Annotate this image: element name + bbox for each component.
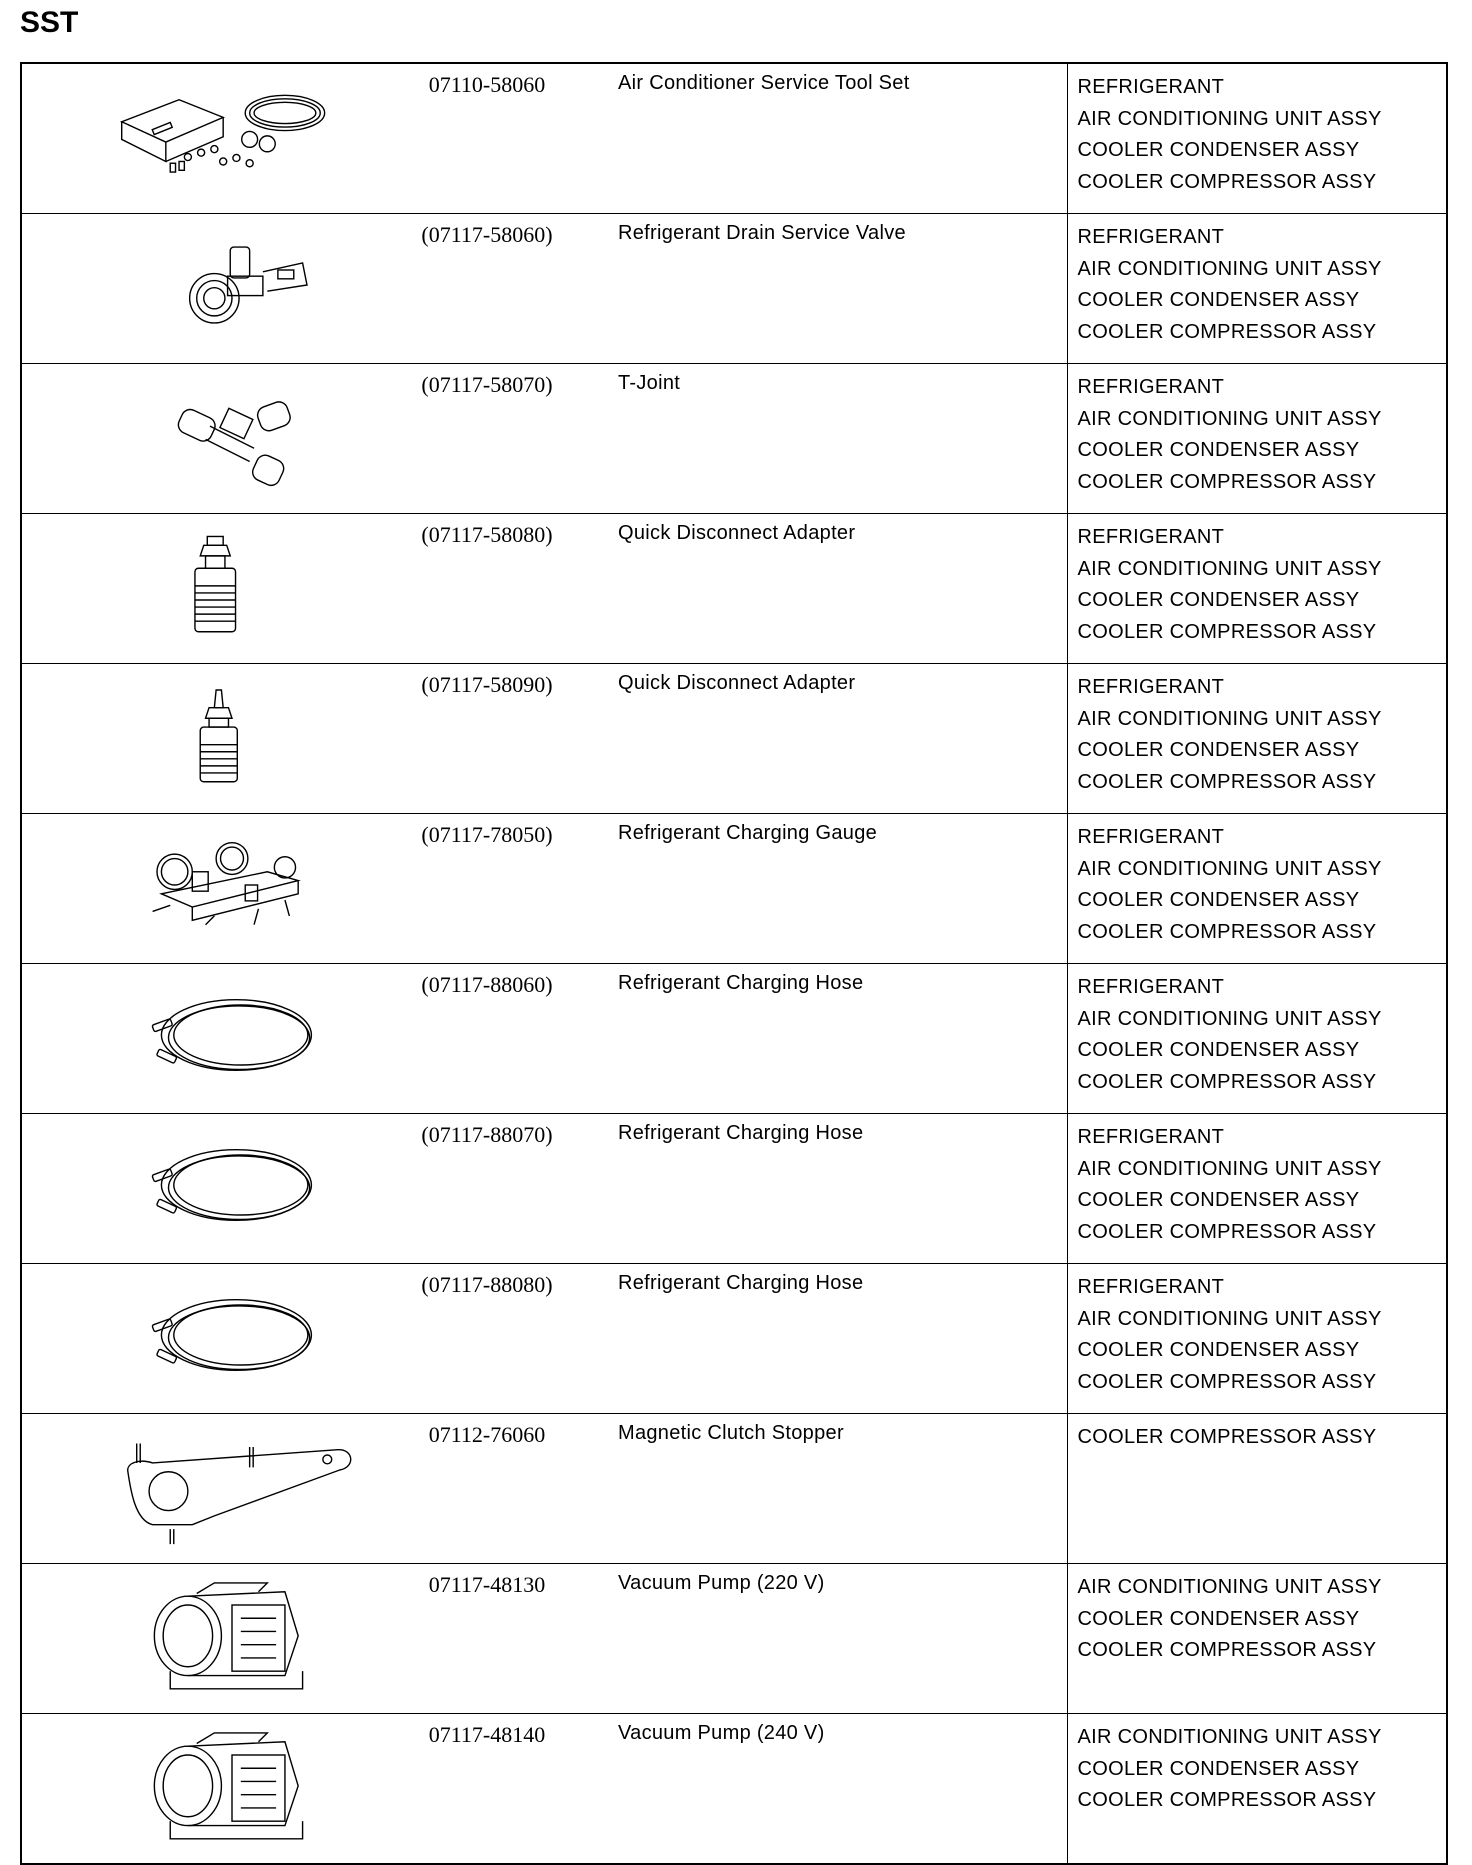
tool-name: Refrigerant Drain Service Valve bbox=[618, 222, 906, 244]
application-item: AIR CONDITIONING UNIT ASSY bbox=[1077, 1726, 1382, 1748]
charging-hose-icon bbox=[82, 972, 382, 1098]
application-cell bbox=[1067, 214, 1447, 364]
application-item: AIR CONDITIONING UNIT ASSY bbox=[1077, 1007, 1382, 1030]
part-number: 07117-48140 bbox=[428, 1722, 546, 1747]
application-item: AIR CONDITIONING UNIT ASSY bbox=[1077, 557, 1382, 580]
application-item: COOLER CONDENSER ASSY bbox=[1077, 889, 1360, 911]
application-cell bbox=[1067, 1114, 1447, 1264]
part-number: (07117-78050) bbox=[421, 822, 553, 847]
part-number: 07112-76060 bbox=[428, 1422, 546, 1447]
application-item: COOLER CONDENSER ASSY bbox=[1077, 1039, 1360, 1061]
tool-cell bbox=[21, 664, 1067, 814]
part-number: 07110-58060 bbox=[428, 72, 546, 97]
application-item: COOLER COMPRESSOR ASSY bbox=[1077, 1789, 1377, 1811]
application-item: AIR CONDITIONING UNIT ASSY bbox=[1077, 107, 1382, 130]
tool-cell bbox=[21, 63, 1067, 214]
table-row bbox=[21, 214, 1447, 364]
application-cell bbox=[1067, 1414, 1447, 1564]
sst-table bbox=[20, 62, 1448, 1865]
application-item: COOLER CONDENSER ASSY bbox=[1077, 739, 1360, 761]
application-cell bbox=[1067, 964, 1447, 1114]
application-item: REFRIGERANT bbox=[1077, 976, 1225, 998]
application-item: AIR CONDITIONING UNIT ASSY bbox=[1077, 407, 1382, 430]
part-number: (07117-58070) bbox=[421, 372, 553, 397]
application-item: COOLER COMPRESSOR ASSY bbox=[1077, 1426, 1377, 1448]
application-item: REFRIGERANT bbox=[1077, 1126, 1225, 1148]
tool-name: Refrigerant Charging Gauge bbox=[618, 822, 878, 844]
tool-name: Refrigerant Charging Hose bbox=[618, 972, 864, 994]
application-item: COOLER COMPRESSOR ASSY bbox=[1077, 320, 1377, 343]
table-row bbox=[21, 1714, 1447, 1865]
charging-gauge-icon bbox=[82, 822, 382, 948]
tool-cell bbox=[21, 514, 1067, 664]
vacuum-pump-icon bbox=[82, 1572, 382, 1698]
magnetic-clutch-stopper-icon bbox=[82, 1422, 382, 1548]
application-item: AIR CONDITIONING UNIT ASSY bbox=[1077, 1157, 1382, 1180]
application-item: COOLER CONDENSER ASSY bbox=[1077, 1757, 1360, 1780]
t-joint-icon bbox=[82, 372, 382, 498]
application-item: COOLER COMPRESSOR ASSY bbox=[1077, 770, 1377, 793]
tool-name: Quick Disconnect Adapter bbox=[618, 672, 856, 694]
service-tool-set-icon bbox=[82, 72, 382, 198]
charging-hose-icon bbox=[82, 1122, 382, 1248]
quick-disconnect-adapter-icon bbox=[82, 522, 382, 648]
application-cell bbox=[1067, 1564, 1447, 1714]
tool-cell bbox=[21, 1714, 1067, 1865]
application-item: COOLER COMPRESSOR ASSY bbox=[1077, 1220, 1377, 1243]
tool-cell bbox=[21, 1564, 1067, 1714]
application-cell bbox=[1067, 514, 1447, 664]
table-row bbox=[21, 814, 1447, 964]
application-cell bbox=[1067, 1714, 1447, 1865]
application-item: REFRIGERANT bbox=[1077, 76, 1225, 98]
tool-name: Vacuum Pump (240 V) bbox=[618, 1722, 825, 1744]
application-item: COOLER CONDENSER ASSY bbox=[1077, 589, 1360, 611]
application-item: REFRIGERANT bbox=[1077, 376, 1225, 398]
tool-name: Refrigerant Charging Hose bbox=[618, 1272, 864, 1294]
application-item: COOLER CONDENSER ASSY bbox=[1077, 1607, 1360, 1630]
part-number: (07117-58080) bbox=[421, 522, 553, 547]
table-row bbox=[21, 364, 1447, 514]
charging-hose-icon bbox=[82, 1272, 382, 1398]
part-number: (07117-88060) bbox=[421, 972, 553, 997]
application-cell bbox=[1067, 664, 1447, 814]
tool-cell bbox=[21, 1414, 1067, 1564]
tool-name: Quick Disconnect Adapter bbox=[618, 522, 856, 544]
tool-cell bbox=[21, 1264, 1067, 1414]
vacuum-pump-icon bbox=[82, 1722, 382, 1848]
tool-name: T-Joint bbox=[618, 372, 681, 394]
table-row bbox=[21, 1264, 1447, 1414]
application-item: COOLER CONDENSER ASSY bbox=[1077, 139, 1360, 161]
tool-name: Refrigerant Charging Hose bbox=[618, 1122, 864, 1144]
part-number: (07117-58090) bbox=[421, 672, 553, 697]
application-item: COOLER COMPRESSOR ASSY bbox=[1077, 620, 1377, 643]
page-title: SST bbox=[20, 6, 79, 39]
application-item: COOLER COMPRESSOR ASSY bbox=[1077, 170, 1377, 193]
part-number: (07117-58060) bbox=[421, 222, 553, 247]
tool-name: Vacuum Pump (220 V) bbox=[618, 1572, 825, 1594]
application-item: COOLER COMPRESSOR ASSY bbox=[1077, 1370, 1377, 1393]
quick-disconnect-adapter-small-icon bbox=[82, 672, 382, 798]
application-item: REFRIGERANT bbox=[1077, 1276, 1225, 1298]
tool-cell bbox=[21, 364, 1067, 514]
application-item: COOLER COMPRESSOR ASSY bbox=[1077, 1639, 1377, 1661]
application-cell bbox=[1067, 63, 1447, 214]
tool-cell bbox=[21, 1114, 1067, 1264]
tool-name: Magnetic Clutch Stopper bbox=[618, 1422, 844, 1444]
application-item: COOLER CONDENSER ASSY bbox=[1077, 1339, 1360, 1361]
application-item: COOLER COMPRESSOR ASSY bbox=[1077, 1070, 1377, 1093]
table-row bbox=[21, 514, 1447, 664]
application-item: AIR CONDITIONING UNIT ASSY bbox=[1077, 257, 1382, 280]
table-row bbox=[21, 1114, 1447, 1264]
application-item: AIR CONDITIONING UNIT ASSY bbox=[1077, 707, 1382, 730]
application-item: AIR CONDITIONING UNIT ASSY bbox=[1077, 857, 1382, 880]
table-row bbox=[21, 664, 1447, 814]
tool-cell bbox=[21, 214, 1067, 364]
application-item: COOLER COMPRESSOR ASSY bbox=[1077, 920, 1377, 943]
table-row bbox=[21, 1414, 1447, 1564]
part-number: 07117-48130 bbox=[428, 1572, 546, 1597]
part-number: (07117-88070) bbox=[421, 1122, 553, 1147]
table-row bbox=[21, 63, 1447, 214]
application-item: COOLER COMPRESSOR ASSY bbox=[1077, 470, 1377, 493]
application-item: REFRIGERANT bbox=[1077, 226, 1225, 248]
application-cell bbox=[1067, 1264, 1447, 1414]
application-item: REFRIGERANT bbox=[1077, 826, 1225, 848]
table-row bbox=[21, 1564, 1447, 1714]
application-item: AIR CONDITIONING UNIT ASSY bbox=[1077, 1576, 1382, 1598]
application-item: COOLER CONDENSER ASSY bbox=[1077, 289, 1360, 311]
part-number: (07117-88080) bbox=[421, 1272, 553, 1297]
drain-service-valve-icon bbox=[82, 222, 382, 348]
tool-cell bbox=[21, 964, 1067, 1114]
table-row bbox=[21, 964, 1447, 1114]
application-item: REFRIGERANT bbox=[1077, 526, 1225, 548]
application-item: REFRIGERANT bbox=[1077, 676, 1225, 698]
tool-cell bbox=[21, 814, 1067, 964]
application-item: COOLER CONDENSER ASSY bbox=[1077, 439, 1360, 461]
application-cell bbox=[1067, 364, 1447, 514]
tool-name: Air Conditioner Service Tool Set bbox=[618, 72, 910, 94]
application-cell bbox=[1067, 814, 1447, 964]
application-item: COOLER CONDENSER ASSY bbox=[1077, 1189, 1360, 1211]
application-item: AIR CONDITIONING UNIT ASSY bbox=[1077, 1307, 1382, 1330]
